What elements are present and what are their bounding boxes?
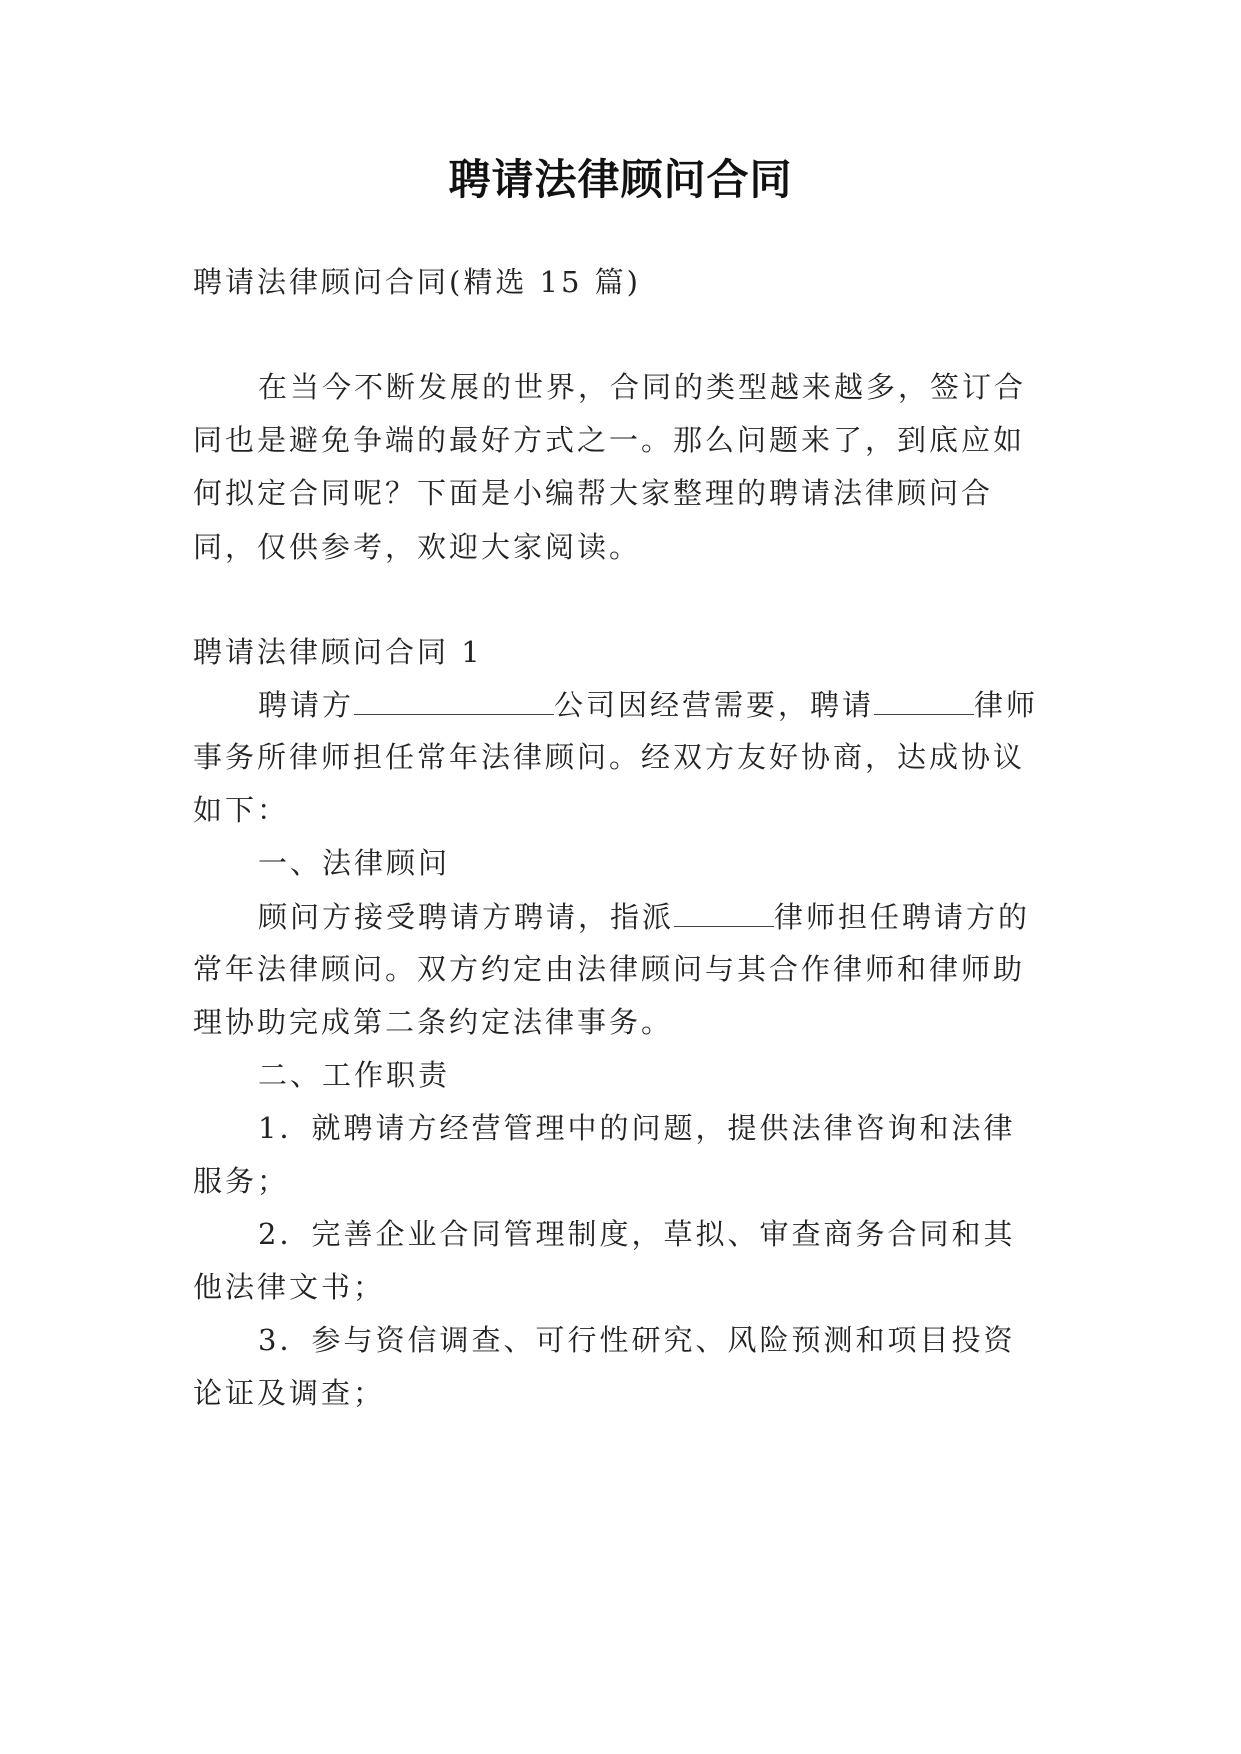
intro-line-4: 同，仅供参考，欢迎大家阅读。 (193, 530, 642, 564)
section-heading-1: 聘请法律顾问合同 1 (193, 635, 483, 669)
clause1-text-a: 顾问方接受聘请方聘请，指派 (258, 900, 675, 934)
para1-text-c: 律师 (974, 688, 1039, 722)
document-subtitle: 聘请法律顾问合同(精选 15 篇) (193, 265, 641, 299)
duty-item-3-line-2: 论证及调查； (193, 1376, 386, 1410)
company-blank (354, 684, 554, 715)
clause1-heading: 一、法律顾问 (258, 846, 451, 880)
clause1-line-2: 常年法律顾问。双方约定由法律顾问与其合作律师和律师助 (193, 952, 1026, 986)
intro-line-3: 何拟定合同呢？下面是小编帮大家整理的聘请法律顾问合 (193, 476, 994, 510)
document-title: 聘请法律顾问合同 (448, 155, 793, 204)
duty-item-3-line-1: 3．参与资信调查、可行性研究、风险预测和项目投资 (258, 1323, 1016, 1357)
duty-item-2-line-1: 2．完善企业合同管理制度，草拟、审查商务合同和其 (258, 1217, 1016, 1251)
lawyer-blank (674, 896, 774, 927)
para1-text-b: 公司因经营需要，聘请 (554, 688, 875, 722)
duty-item-1-line-2: 服务； (193, 1164, 290, 1198)
clause2-heading: 二、工作职责 (258, 1058, 451, 1092)
duty-item-1-line-1: 1．就聘请方经营管理中的问题，提供法律咨询和法律 (258, 1111, 1016, 1145)
para1-line-1 (258, 684, 1053, 725)
intro-line-1: 在当今不断发展的世界，合同的类型越来越多，签订合 (258, 370, 1027, 404)
law-firm-blank (874, 684, 974, 715)
para1-line-3: 如下： (193, 793, 290, 827)
duty-item-2-line-2: 他法律文书； (193, 1270, 386, 1304)
clause1-line-3: 理协助完成第二条约定法律事务。 (193, 1005, 674, 1039)
clause1-line-1 (258, 896, 1053, 937)
intro-line-2: 同也是避免争端的最好方式之一。那么问题来了，到底应如 (193, 423, 1026, 457)
para1-line-2: 事务所律师担任常年法律顾问。经双方友好协商，达成协议 (193, 740, 1026, 774)
para1-text-a: 聘请方 (258, 688, 355, 722)
clause1-text-b: 律师担任聘请方的 (774, 900, 1031, 934)
